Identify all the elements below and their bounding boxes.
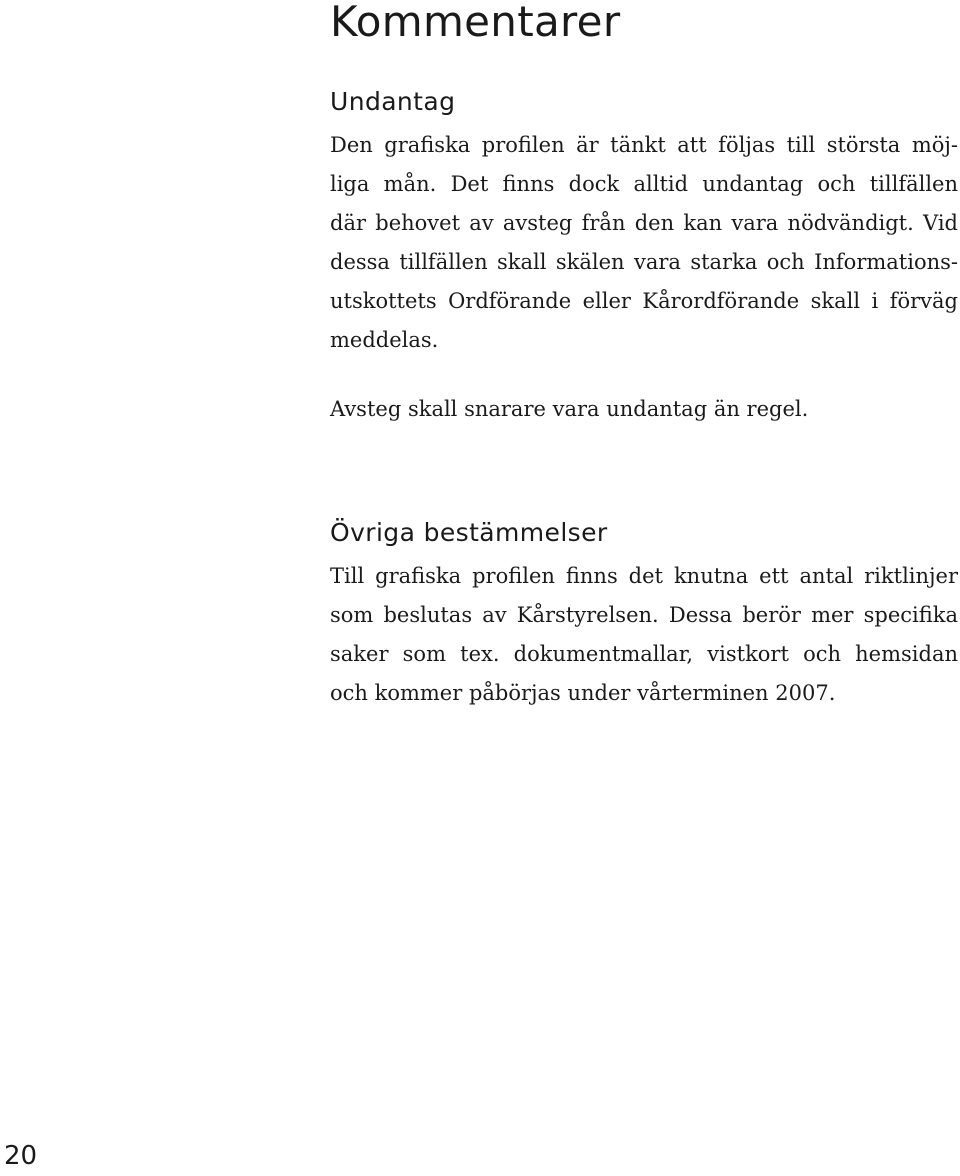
text-line: Till grafiska profilen finns det knutna ett antal riktlinjer [330, 564, 958, 588]
section-undantag [330, 85, 958, 429]
page-title: Kommentarer [330, 0, 621, 46]
page-number: 20 [4, 1141, 38, 1171]
text-line: som beslutas av Kårstyrelsen. Dessa berör mer specifika [330, 603, 958, 627]
paragraph-undantag-1 [330, 126, 958, 360]
section-ovriga-bestammelser [330, 516, 958, 713]
text-line: där behovet av avsteg från den kan vara nödvändigt. Vid [330, 211, 958, 235]
text-line: Den grafiska profilen är tänkt att följas till största möj- [330, 133, 958, 157]
text-line: dessa tillfällen skall skälen vara starka och Informations- [330, 250, 958, 274]
text-line: Avsteg skall snarare vara undantag än regel. [330, 397, 809, 421]
text-line: liga mån. Det finns dock alltid undantag och tillfällen [330, 172, 958, 196]
text-line: meddelas. [330, 328, 439, 352]
paragraph-undantag-2 [330, 390, 958, 429]
text-line: utskottets Ordförande eller Kårordförande skall i förväg [330, 289, 958, 313]
text-line: och kommer påbörjas under vårterminen 2007. [330, 681, 836, 705]
section-heading-ovriga-bestammelser: Övriga bestämmelser [330, 518, 608, 547]
section-heading-undantag: Undantag [330, 87, 456, 116]
text-line: saker som tex. dokumentmallar, vistkort och hemsidan [330, 642, 958, 666]
paragraph-ovriga-1 [330, 557, 958, 713]
